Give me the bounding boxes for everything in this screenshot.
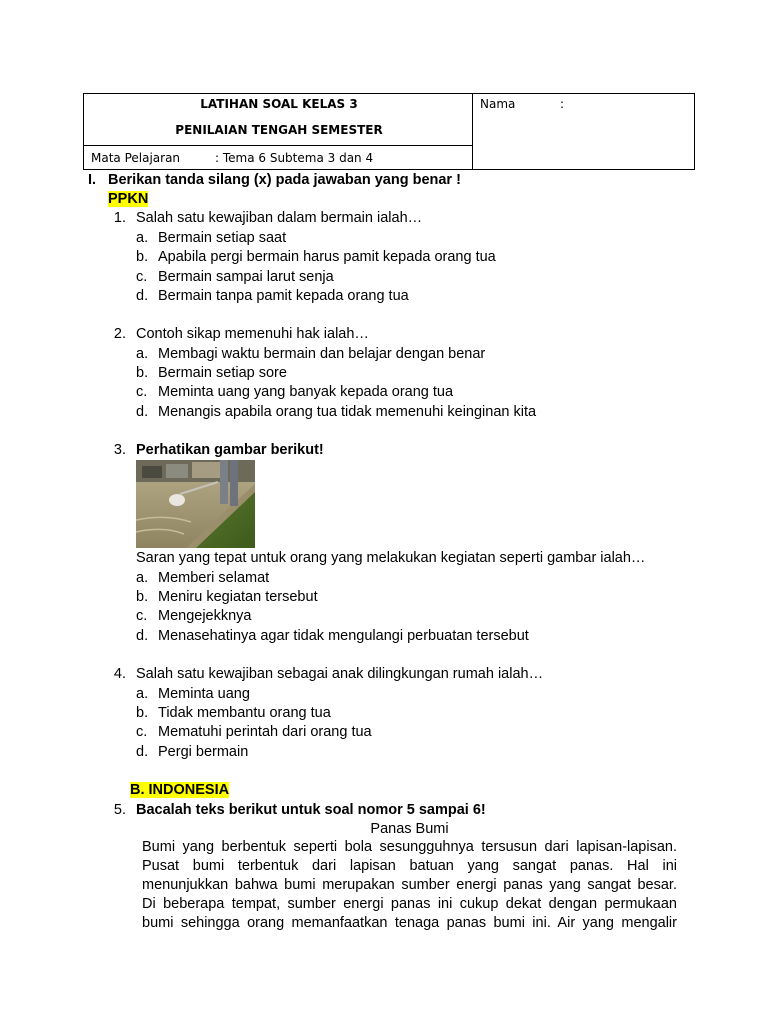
option-letter: d. [136, 744, 149, 760]
option-letter: d. [136, 628, 149, 644]
option-text: Meminta uang yang banyak kepada orang tua [158, 384, 454, 400]
option-text: Memberi selamat [158, 570, 270, 586]
option-letter: c. [136, 608, 148, 624]
subject-heading-indonesia: B. INDONESIA [130, 782, 230, 798]
option-letter: a. [136, 686, 149, 702]
option-text: Mematuhi perintah dari orang tua [158, 724, 372, 740]
option-letter: b. [136, 365, 149, 381]
question-number: 4. [113, 666, 126, 682]
question-number: 3. [113, 442, 126, 458]
option-text: Mengejekknya [158, 608, 252, 624]
option-text: Menasehatinya agar tidak mengulangi perbuatan tersebut [158, 628, 529, 644]
name-colon: : [560, 97, 565, 111]
option-text: Pergi bermain [158, 744, 249, 760]
option-letter: b. [136, 705, 149, 721]
option-letter: c. [136, 724, 148, 740]
photo-illustration [136, 460, 255, 548]
option-letter: c. [136, 269, 148, 285]
question-text: Bacalah teks berikut untuk soal nomor 5 sampai 6! [136, 802, 486, 818]
subject-label: Mata Pelajaran [91, 151, 181, 165]
option-letter: a. [136, 570, 149, 586]
question-text: Salah satu kewajiban dalam bermain ialah… [136, 210, 423, 226]
passage-body [142, 838, 677, 933]
passage-line: Di beberapa tempat, sumber energi panas ini cukup dekat dengan permukaan [142, 896, 677, 912]
option-letter: a. [136, 230, 149, 246]
passage-title: Panas Bumi [370, 821, 449, 837]
option-text: Bermain sampai larut senja [158, 269, 334, 285]
question-number: 2. [113, 326, 126, 342]
title-cell [83, 93, 473, 146]
section-number: I. [88, 172, 97, 188]
question-text: Perhatikan gambar berikut! [136, 442, 324, 458]
subject-heading-ppkn: PPKN [108, 191, 149, 207]
option-letter: b. [136, 249, 149, 265]
worksheet-subtitle: PENILAIAN TENGAH SEMESTER [175, 123, 383, 137]
question-text: Contoh sikap memenuhi hak ialah… [136, 326, 369, 342]
passage-line: bumi sehingga orang memanfaatkan tenaga panas bumi ini. Air yang mengalir [142, 915, 677, 931]
option-text: Membagi waktu bermain dan belajar dengan benar [158, 346, 486, 362]
option-letter: c. [136, 384, 148, 400]
option-text: Apabila pergi bermain harus pamit kepada orang tua [158, 249, 496, 265]
option-text: Menangis apabila orang tua tidak memenuhi keinginan kita [158, 404, 537, 420]
option-text: Bermain tanpa pamit kepada orang tua [158, 288, 409, 304]
option-letter: d. [136, 404, 149, 420]
worksheet-title: LATIHAN SOAL KELAS 3 [200, 97, 358, 111]
passage-line: Bumi yang berbentuk seperti bola sesungguhnya tersusun dari lapisan-lapisan. [142, 839, 677, 855]
option-letter: b. [136, 589, 149, 605]
question-prompt: Saran yang tepat untuk orang yang melakukan kegiatan seperti gambar ialah… [136, 550, 646, 566]
subject-cell [83, 145, 473, 170]
question-number: 5. [113, 802, 126, 818]
option-letter: a. [136, 346, 149, 362]
name-label: Nama [480, 97, 516, 111]
option-text: Tidak membantu orang tua [158, 705, 331, 721]
option-text: Meniru kegiatan tersebut [158, 589, 318, 605]
option-text: Meminta uang [158, 686, 250, 702]
section-instruction: Berikan tanda silang (x) pada jawaban yang benar ! [108, 172, 461, 188]
option-text: Bermain setiap saat [158, 230, 287, 246]
passage-line: Pusat bumi terbentuk dari lapisan batuan yang sangat panas. Hal ini [142, 858, 677, 874]
header-table [83, 93, 695, 170]
question-text: Salah satu kewajiban sebagai anak dilingkungan rumah ialah… [136, 666, 544, 682]
passage-line: menunjukkan bahwa bumi merupakan sumber energi panas yang sangat besar. [142, 877, 677, 893]
question-number: 1. [113, 210, 126, 226]
subject-value: : Tema 6 Subtema 3 dan 4 [215, 151, 374, 165]
option-text: Bermain setiap sore [158, 365, 287, 381]
name-cell [472, 93, 695, 170]
option-letter: d. [136, 288, 149, 304]
question-photo [136, 460, 255, 548]
